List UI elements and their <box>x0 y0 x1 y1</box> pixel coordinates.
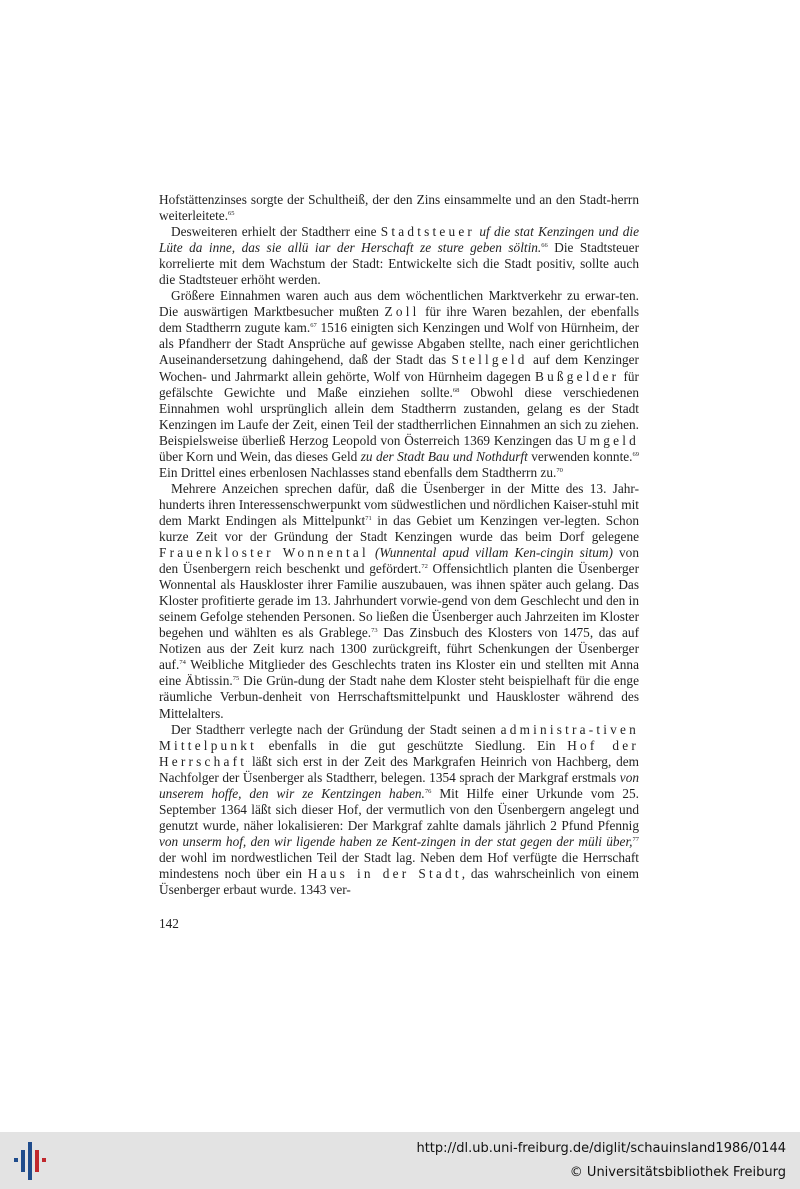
spaced-term: Haus in der Stadt <box>307 865 462 881</box>
paragraph: Größere Einnahmen waren auch aus dem wöchentlichen Marktverkehr zu erwar-ten. Die auswärtigen Marktbesucher mußten Zoll für ihre Waren bezahlen, der ebenfalls dem Stadtherrn zugute kam.$^{67}$ 1516 einigten sich Kenzingen und Wolf von Hürnheim, der als Pfandherr der Stadt Ansprüche auf gewisse Abgaben stellte, nach einer gerichtlichen Auseinandersetzung dahingehend, daß der Stadt das Stellgeld auf dem Kenzinger Wochen- und Jahrmarkt allein gehörte, Wolf von Hürnheim dagegen Bußgelder für gefälschte Gewichte und Maße einziehen sollte.$^{68}$ Obwohl diese verschiedenen Einnahmen wohl ursprünglich allein dem Stadtherrn zustanden, gelang es der Stadt Kenzingen im Laufe der Zeit, einen Teil der stadtherrlichen Einnahmen an sich zu ziehen. Beispielsweise überließ Herzog Leopold von Österreich 1369 Kenzingen das Umgeld über Korn und Wein, das dieses Geld zu der Stadt Bau und Nothdurft verwenden konnte.$^{69}$ Ein Drittel eines erbenlosen Nachlasses stand ebenfalls dem Stadtherrn zu.$^{70}$ <box>159 288 640 480</box>
italic-quote: von unserm hof, den wir ligende haben ze Kent-zingen in der stat gegen der müli über, <box>159 833 633 849</box>
spaced-term: Zoll <box>384 304 420 320</box>
footnote-ref: 71 <box>365 514 372 522</box>
paragraph: Desweiteren erhielt der Stadtherr eine Stadtsteuer uf die stat Kenzingen und die Lüte da inne, das sie allü iar der Herschaft ze sture geben söltin.$^{66}$ Die Stadtsteuer korrelierte mit dem Wachstum der Stadt: Entwickelte sich die Stadt positiv, sollte auch die Stadtsteuer erhöht werden. <box>159 224 639 288</box>
paragraph: Hofstättenzinses sorgte der Schultheiß, der den Zins einsammelte und an den Stadt-herrn weiterleitete.$^{65}$ <box>159 192 639 224</box>
page-body <box>159 192 639 898</box>
italic-quote: uf die stat Kenzingen und die Lüte da inne, das sie allü iar der Herschaft ze sture geben söltin. <box>159 224 639 256</box>
spaced-term: Bußgelder <box>535 368 620 384</box>
paragraph: Mehrere Anzeichen sprechen dafür, daß die Üsenberger in der Mitte des 13. Jahr-hunderts ihren Interessenschwerpunkt vom südwestlichen und nördlichen Kaiser-stuhl mit dem Markt Endingen als Mittelpunkt$^{71}$ in das Gebiet um Kenzingen ver-legten. Schon kurze Zeit vor der Gründung der Stadt Kenzingen wurde das beim Dorf gelegene Frauenkloster Wonnental (Wunnental apud villam Ken-cingin situm) von den Üsenbergern reich beschenkt und gefördert.$^{72}$ Offensichtlich planten die Üsenberger Wonnental als Hauskloster ihrer Familie auszubauen, was ihnen später auch gelang. Das Kloster profitierte gerade im 13. Jahrhundert vorwie-gend von dem Geschlecht und den in seinem Gefolge stehenden Personen. So ließen die Üsenberger auch Jahrzeiten im Kloster begehen und wählten es als Grablege.$^{73}$ Das Zinsbuch des Klosters von 1475, das auf Notizen aus der Zeit kurz nach 1300 zurückgreift, führt Schenkungen der Üsenberger auf.$^{74}$ Weibliche Mitglieder des Geschlechts traten ins Kloster ein und stellten mit Anna eine Äbtissin.$^{75}$ Die Grün-dung der Stadt nahe dem Kloster steht beispielhaft für die enge räumliche Verbun-denheit von Herrschaftsmittelpunkt und Hauskloster während des Mittelalters. <box>159 480 640 721</box>
footnote-ref: 66 <box>541 242 548 250</box>
footnote-ref: 67 <box>310 322 317 330</box>
italic-quote: (Wunnental apud villam Ken-cingin situm) <box>368 545 613 561</box>
footnote-ref: 76 <box>424 787 432 795</box>
footnote-ref: 74 <box>179 659 186 667</box>
spaced-term: Stadtsteuer <box>380 224 476 240</box>
spaced-term: Hof der Herrschaft <box>159 737 639 769</box>
footnote-ref: 72 <box>421 563 428 571</box>
footnote-ref: 75 <box>232 675 240 683</box>
spaced-term: Stellgeld <box>451 352 528 368</box>
footnote-ref: 70 <box>556 466 563 474</box>
footnote-ref: 68 <box>452 386 460 394</box>
footer-bar <box>0 1132 800 1189</box>
source-link[interactable]: http://dl.ub.uni-freiburg.de/diglit/schauinsland1986/0144 <box>416 1141 786 1156</box>
footnote-ref: 69 <box>632 450 639 458</box>
spaced-term: administra-tiven Mittelpunkt <box>159 721 639 753</box>
footnote-ref: 77 <box>632 835 639 843</box>
spaced-term: Frauenkloster Wonnental <box>159 545 369 561</box>
page-number: 142 <box>159 916 179 931</box>
footnote-ref: 65 <box>228 210 235 218</box>
spaced-term: Umgeld <box>576 432 639 448</box>
paragraph: Der Stadtherr verlegte nach der Gründung der Stadt seinen administra-tiven Mittelpunkt ebenfalls in die gut geschützte Siedlung. Ein Hof der Herrschaft läßt sich erst in der Zeit des Markgrafen Heinrich von Hachberg, dem Nachfolger der Üsenberger als Stadtherr, belegen. 1354 sprach der Markgraf erstmals von unserem hoffe, den wir ze Kentzingen haben.$^{76}$ Mit Hilfe einer Urkunde vom 25. September 1364 läßt sich dieser Hof, der vermutlich von den Üsenbergern angelegt und genutzt wurde, näher lokalisieren: Der Markgraf zahlte damals jährlich 2 Pfund Pfennig von unserm hof, den wir ligende haben ze Kent-zingen in der stat gegen der müli über,$^{77}$ der wohl im nordwestlichen Teil der Stadt lag. Neben dem Hof verfügte die Herrschaft mindestens noch über ein Haus in der Stadt, das wahrscheinlich von einem Üsenberger erbaut wurde. 1343 ver- <box>159 721 640 898</box>
footnote-ref: 73 <box>371 627 378 635</box>
italic-quote: von unserem hoffe, den wir ze Kentzingen haben. <box>159 769 639 801</box>
copyright-text: © Universitätsbibliothek Freiburg <box>569 1165 786 1180</box>
italic-quote: zu der Stadt Bau und Nothdurft <box>360 448 528 464</box>
ub-freiburg-logo-icon <box>8 1140 52 1182</box>
